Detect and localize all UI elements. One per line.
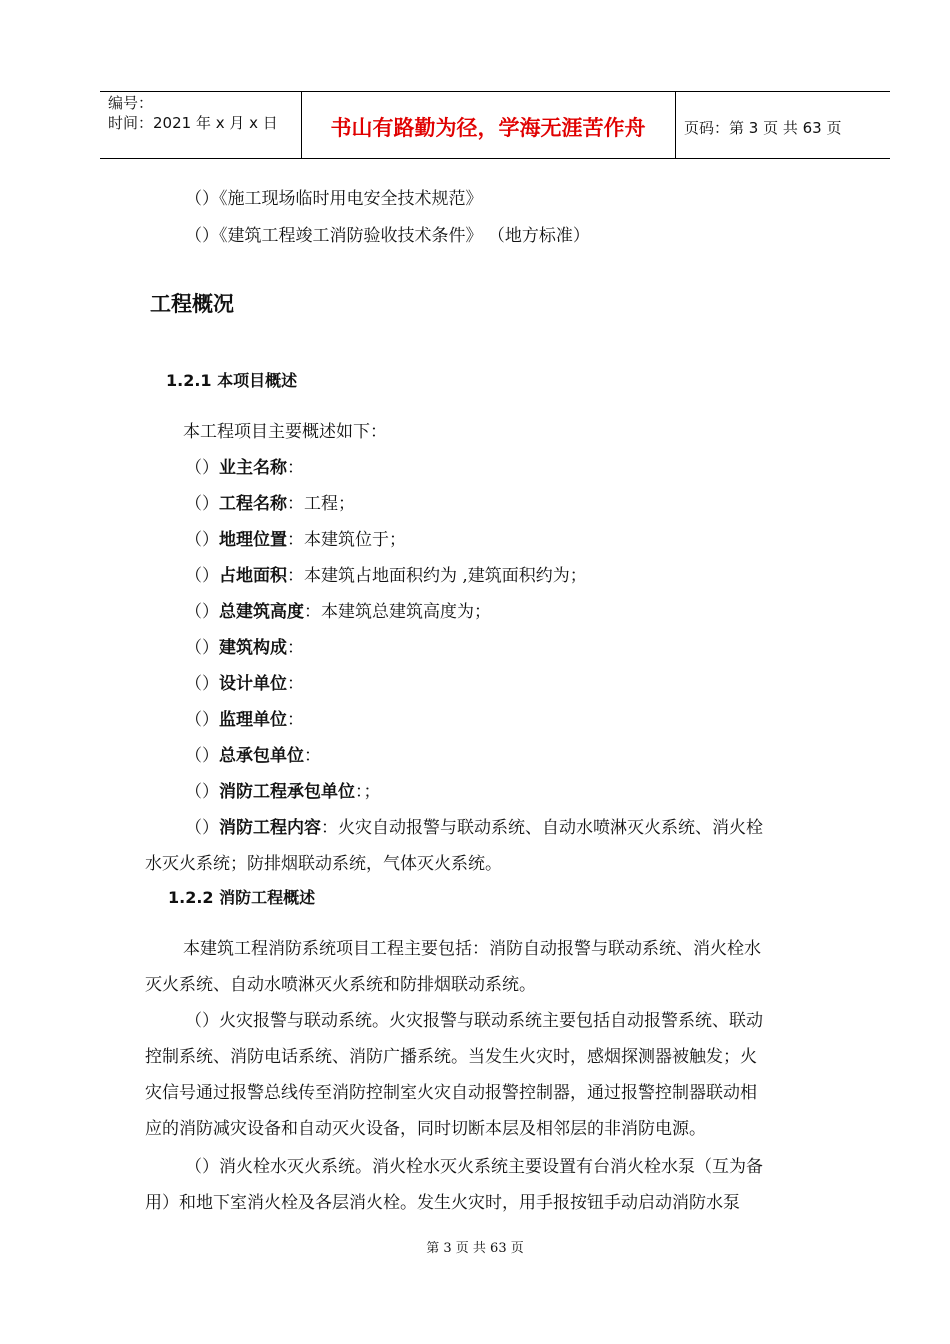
list-item: （）建筑构成： [185, 638, 304, 658]
list-item: （）工程名称：工程； [185, 494, 355, 514]
page-footer: 第 3 页 共 63 页 [426, 1241, 524, 1256]
paragraph-line: 灾信号通过报警总线传至消防控制室火灾自动报警控制器，通过报警控制器联动相 [145, 1083, 757, 1103]
time-label: 时间：2021 年 x 月 x 日 [108, 114, 278, 132]
intro-text: 本工程项目主要概述如下： [183, 422, 387, 442]
subsection-title: 1.2.1 本项目概述 [166, 371, 298, 390]
list-item: （）业主名称： [185, 458, 304, 478]
paragraph-line: 应的消防减灾设备和自动灭火设备，同时切断本层及相邻层的非消防电源。 [145, 1119, 706, 1139]
paragraph-line: 控制系统、消防电话系统、消防广播系统。当发生火灾时，感烟探测器被触发；火 [145, 1047, 757, 1067]
reference-line: （）《施工现场临时用电安全技术规范》 [185, 189, 483, 209]
paragraph-line: （）消火栓水灭火系统。消火栓水灭火系统主要设置有台消火栓水泵（互为备 [185, 1157, 763, 1177]
header-page-label: 页码：第 3 页 共 63 页 [684, 119, 842, 137]
list-item: （）地理位置：本建筑位于； [185, 530, 406, 550]
paragraph-line: 用）和地下室消火栓及各层消火栓。发生火灾时，用手报按钮手动启动消防水泵 [145, 1193, 740, 1213]
reference-line: （）《建筑工程竣工消防验收技术条件》 （地方标准） [185, 226, 590, 246]
header-divider [675, 91, 676, 158]
list-item: （）设计单位： [185, 674, 304, 694]
list-item: （）占地面积：本建筑占地面积约为 ,建筑面积约为； [185, 566, 587, 586]
list-item: （）总建筑高度：本建筑总建筑高度为； [185, 602, 491, 622]
paragraph-line: 本建筑工程消防系统项目工程主要包括：消防自动报警与联动系统、消火栓水 [183, 939, 761, 959]
header-meta [108, 93, 278, 133]
paragraph-line: 水灭火系统；防排烟联动系统，气体灭火系统。 [145, 854, 502, 874]
list-item: （）总承包单位： [185, 746, 321, 766]
serial-label: 编号： [108, 94, 154, 112]
paragraph-line: 灭火系统、自动水喷淋灭火系统和防排烟联动系统。 [145, 975, 536, 995]
header-motto: 书山有路勤为径，学海无涯苦作舟 [330, 116, 646, 140]
subsection-title: 1.2.2 消防工程概述 [168, 888, 316, 907]
header-bottom-rule [100, 158, 890, 159]
paragraph-line: （）火灾报警与联动系统。火灾报警与联动系统主要包括自动报警系统、联动 [185, 1011, 763, 1031]
header-top-rule [100, 91, 890, 92]
list-item: （）消防工程内容：火灾自动报警与联动系统、自动水喷淋灭火系统、消火栓 [185, 818, 763, 838]
list-item: （）消防工程承包单位：； [185, 782, 381, 802]
list-item: （）监理单位： [185, 710, 304, 730]
section-title: 工程概况 [150, 292, 234, 316]
